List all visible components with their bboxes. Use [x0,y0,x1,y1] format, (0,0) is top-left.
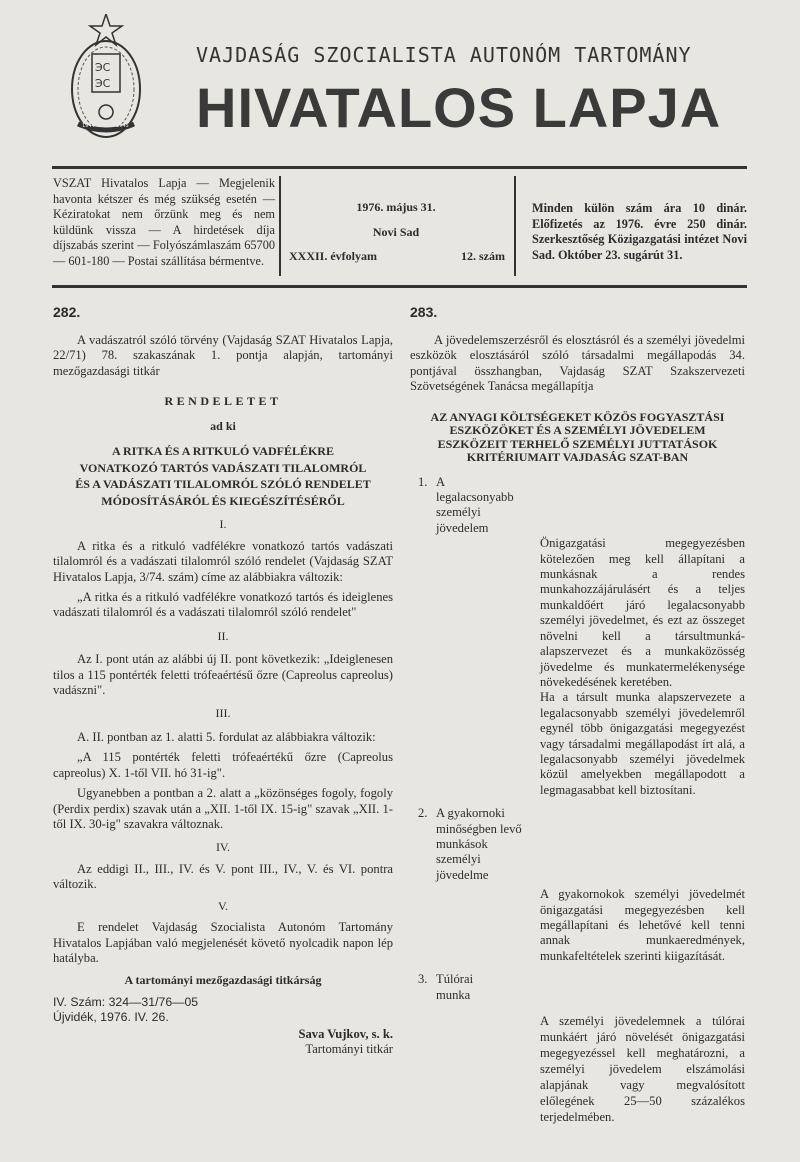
section-heading: IV. [215,840,231,855]
list-item [410,475,745,799]
svg-text:1944: 1944 [82,123,95,129]
section-heading: II. [217,628,229,643]
left-column [53,304,393,1057]
decree-word: RENDELETET [164,394,282,409]
decree-title: A RITKA ÉS A RITKULÓ VADFÉLÉKRE VONATKOZÓ TARTÓS VADÁSZATI TILALOMRÓL ÉS A VADÁSZATI TILALOMRÓL SZÓLÓ RENDELET MÓDOSÍTÁSÁRÓL ÉS KIEGÉSZÍTÉSÉRŐL [75,444,371,508]
item-number: 2. [418,806,428,821]
paragraph: A ritka és a ritkuló vadfélékre vonatkozó tartós vadászati tilalomról és a vadászati tilalomról szóló rendelet (Vajdaság SZAT Hivatalos Lapja, 3/74. szám) címe az alábbiakra változik: [53,538,393,584]
header-top-rule [52,166,747,169]
paragraph: E rendelet Vajdaság Szocialista Autonóm Tartomány Hivatalos Lapjában való megjelenését követő nyolcadik napon lép hatályba. [53,920,393,966]
coat-of-arms-emblem [68,14,144,144]
item-text: A gyakornokok személyi jövedelmét önigazgatási megegyezésben kell megállapítani és lehetővé kell tenni annak munkaeredmények, munkafeltételek szerinti kiigazítását. [540,887,745,963]
issue-info [285,200,507,265]
paragraph: A. II. pontban az 1. alatti 5. fordulat az alábbiakra változik: [77,729,376,744]
issue-volume: XXXII. évfolyam [289,249,377,263]
section-heading: I. [219,517,227,532]
reference-place-date: Újvidék, 1976. IV. 26. [53,1009,169,1024]
signer-title: Tartományi titkár [305,1041,393,1056]
pricing-info: Minden külön szám ára 10 dinár. Előfizetés az 1976. évre 250 dinár. Szerkesztőség Közigazgatási intézet Novi Sad. Október 23. sugárút 31. [532,201,747,262]
item-text: Ha a társult munka alapszervezete a legalacsonyabb személyi jövedelemről egynél több önigazgatási megegyezést vagy társadalmi megállapodást írt alá, a legalacsonyabb személyi jövedelmek közül amelyekben megállapodott a legmagasabbat kell biztosítani. [540,690,745,797]
svg-text:ЭС: ЭС [95,77,111,90]
issue-place: Novi Sad [372,224,420,239]
list-item [410,806,745,964]
item-text: A személyi jövedelemnek a túlórai munkáért járó növelését önigazgatási megegyezéssel kell meghatározni, a személyi jövedelem elszámolási alapjának vagy megvalósított előlegének 25—50 százalékos terjedelmében. [540,1014,745,1125]
issuing-body: A tartományi mezőgazdasági titkárság [124,973,322,988]
item-label: Túlórai munka [436,972,474,1002]
item-label: A gyakornoki minőségben levő munkások személyi jövedelme [436,806,522,882]
signature [53,1027,393,1057]
quoted-paragraph: „A ritka és a ritkuló vadfélékre vonatkozó tartós és ideiglenes vadászati tilalomról és a vadászati tilalomról szóló rendelet" [53,589,393,620]
reference-number: IV. Szám: 324—31/76—05 [53,994,199,1009]
agreement-title: AZ ANYAGI KÖLTSÉGEKET KÖZÖS FOGYASZTÁSI ESZKÖZÖKET ÉS A SZEMÉLYI JÖVEDELEM ESZKÖZEIT TERHELŐ SZEMÉLYI JUTTATÁSOK KRITÉRIUMAIT VAJDASÁG SZAT-BAN [430,409,725,465]
article-intro: A jövedelemszerzésről és elosztásról és a személyi jövedelmi eszközök elosztásáról szóló társadalmi megállapodás 34. pontjával összhangban, Vajdaság SZAT Szakszervezeti Szövetségének Tanácsa megállapítja [410,333,745,394]
svg-text:1945: 1945 [116,123,129,129]
list-item [410,972,745,1125]
decree-issued: ad ki [210,418,236,433]
quoted-paragraph: „A 115 pontérték feletti trófeaértékű őzre (Capreolus capreolus) X. 1-től VII. hó 31-ig". [53,750,393,780]
header-divider [279,176,281,276]
item-number: 1. [418,474,428,489]
reference [53,995,393,1025]
item-text: Önigazgatási megegyezésben kötelezően meg kell állapítani a munkásnak a rendes munkahozzájárulásért és a teljes munkaldőért járó legalacsonyabb személyi jövedelmet, és ezt az összeget növelni kell a társultmunká-alapszervezet és a munkaközösség jövedelme és munkatermelékenysége növekedésének keretében. [540,536,745,689]
right-column [410,304,745,1125]
paragraph: Az eddigi II., III., IV. és V. pont III., IV., V. és VI. pontra változik. [53,861,393,892]
article-intro: A vadászatról szóló törvény (Vajdaság SZAT Hivatalos Lapja, 22/71) 78. szakaszának 1. pontja alapján, tartományi mezőgazdasági titkár [53,333,393,378]
paragraph: Az I. pont után az alábbi új II. pont következik: „Ideiglenesen tilos a 115 pontérték feletti trófeaértésű őzre (Capreolus capreolus) vadászni". [53,652,393,698]
header-bottom-rule [52,285,747,288]
item-label: A legalacsonyabb személyi jövedelem [436,474,514,535]
publication-title: HIVATALOS LAPJA [196,76,722,139]
svg-text:ЭС: ЭС [95,61,111,74]
item-number: 3. [418,972,428,987]
header-divider [514,176,516,276]
article-number: 283. [410,304,438,320]
publisher-line: VAJDASÁG SZOCIALISTA AUTONÓM TARTOMÁNY [196,43,692,67]
section-heading: V. [217,898,229,913]
paragraph: Ugyanebben a pontban a 2. alatt a „közönséges fogoly, fogoly (Perdix perdix) szavak után a „XII. 1-től IX. 15-ig" szavak „XII. 1-től IX. 30-ig" szavakra változnak. [53,786,393,831]
signer-name: Sava Vujkov, s. k. [298,1026,393,1041]
issue-date: 1976. május 31. [356,200,436,214]
publication-info: VSZAT Hivatalos Lapja — Megjelenik havonta kétszer és még szükség esetén — Kéziratokat nem őrzünk meg és nem küldünk vissza — A hirdetések díja díjszabás szerint — Folyószámlaszám 65700 — 601-180 — Postai szállítása bérmentve. [53,176,275,268]
article-number: 282. [53,304,81,320]
section-heading: III. [215,706,231,721]
issue-number: 12. szám [461,249,505,263]
